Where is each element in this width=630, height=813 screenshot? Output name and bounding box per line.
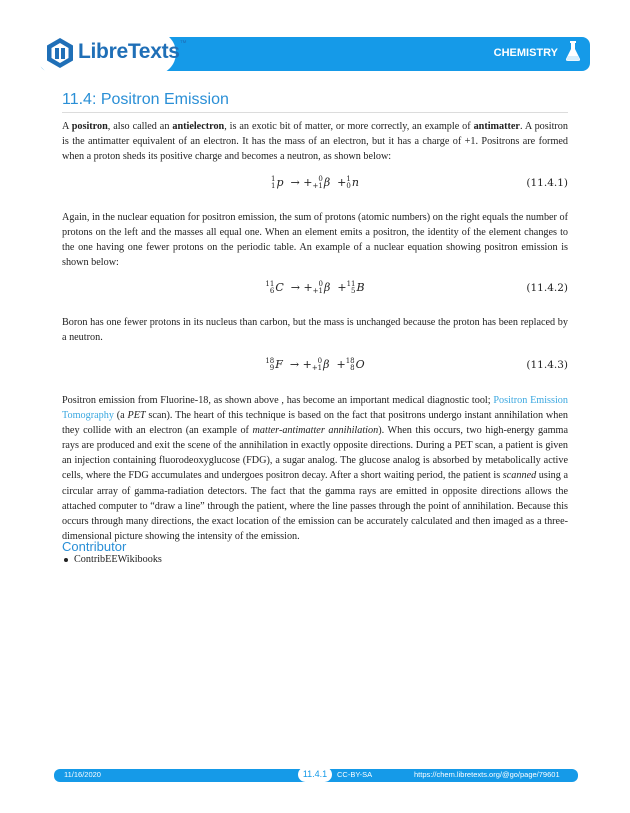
paragraph-4: Positron emission from Fluorine-18, as shown above , has become an important medical diagnostic tool; Positron Emission Tomography (a PET scan). The heart of this technique is based on the fact that positrons undergo instant annihilation when they collide with an electron (an example of matter-antimatter annihilation). When this occurs, two high-energy gamma rays are produced and exit the scene of the annihilation in exactly opposite directions. During a PET scan, a patient is given an injection containing fluorodeoxyglucose (FDG), a sugar analog. The glucose analog is absorbed by metabolically active cells, where the FDG accumulates and undergoes positron decay. After a short waiting period, the patient is scanned using a circular array of gamma-radiation detectors. The fact that the gamma rays are emitted in opposite directions allows the attached computer to “draw a line” through the patient, where the line passes through the point of annihilation. Because this occurs through many directions, the exact location of the emission can be accurately calculated and then imaged as a three-dimensional picture showing the intensity of the emission. bbox=[62, 395, 568, 542]
footer-license: CC-BY-SA bbox=[337, 770, 373, 779]
flask-icon bbox=[564, 40, 582, 62]
paragraph-2: Again, in the nuclear equation for positron emission, the sum of protons (atomic numbers) on the right equals the number of protons on the left and the masses all equal one. When an element emits a positron, the identity of the element changes to the one having one fewer protons on the periodic table. An example of a nuclear equation showing positron emission is shown below: bbox=[62, 212, 568, 269]
brand-name[interactable]: LibreTexts™ bbox=[78, 40, 187, 63]
equation-number: (11.4.1) bbox=[526, 177, 568, 189]
intro-paragraph: A positron, also called an antielectron, is an exotic bit of matter, or more correctly, an example of antimatter. A positron is the antimatter equivalent of an electron. It has the mass of an electron, but it has a charge of +1. Positrons are formed when a proton sheds its positive charge and becomes a neutron, as shown below: bbox=[62, 121, 568, 163]
footer-date: 11/16/2020 bbox=[64, 770, 101, 779]
equation-11-4-2: 11 6 C → + 0 +1 β + 11 5 B (11.4.2) bbox=[265, 280, 568, 295]
subject-label[interactable]: CHEMISTRY bbox=[493, 47, 558, 59]
title-divider bbox=[62, 112, 568, 113]
equation-11-4-1: 1 1 p → + 0 +1 β + 1 0 n (11.4.1) bbox=[271, 175, 568, 190]
list-item: ContribEEWikibooks bbox=[64, 554, 162, 565]
page-number: 11.4.1 bbox=[298, 767, 332, 782]
page-title: 11.4: Positron Emission bbox=[62, 91, 229, 108]
pet-link[interactable]: Positron Emission Tomography bbox=[62, 395, 568, 422]
equation-number: (11.4.3) bbox=[526, 359, 568, 371]
contributor-heading: Contributor bbox=[62, 539, 127, 554]
footer-url[interactable]: https://chem.libretexts.org/@go/page/79601 bbox=[414, 770, 560, 779]
equation-number: (11.4.2) bbox=[526, 282, 568, 294]
paragraph-3: Boron has one fewer protons in its nucleus than carbon, but the mass is unchanged because the proton has been replaced by a neutron. bbox=[62, 317, 568, 344]
equation-11-4-3: 18 9 F → + 0 +1 β + 18 8 O (11.4.3) bbox=[265, 357, 568, 372]
libretexts-logo-icon bbox=[44, 37, 76, 69]
bullet-icon bbox=[64, 558, 68, 562]
